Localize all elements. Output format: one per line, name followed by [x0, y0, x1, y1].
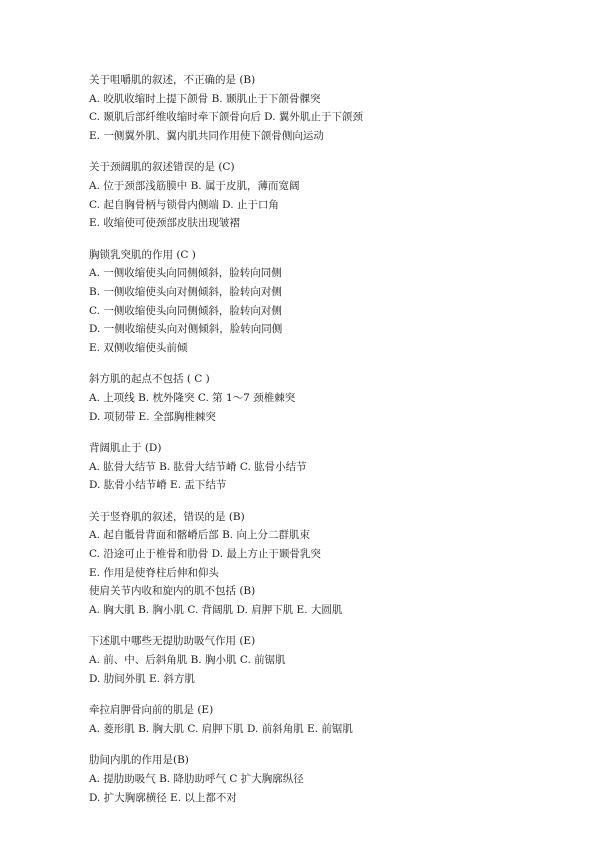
- answer-options: A. 提肋助吸气 B. 降肋助呼气 C 扩大胸廓纵径: [89, 773, 304, 785]
- question-stem: 背阔肌止于 (D): [89, 442, 162, 455]
- question-stem: 关于咀嚼肌的叙述，不正确的是 (B): [89, 74, 256, 86]
- answer-options: C. 起自胸骨柄与锁骨内侧端 D. 止于口角: [89, 198, 279, 211]
- question-stem: 关于竖脊肌的叙述，错误的是 (B): [89, 510, 245, 523]
- answer-options: A. 肱骨大结节 B. 肱骨大结节嵴 C. 肱骨小结节: [89, 460, 307, 473]
- answer-options: E. 双侧收缩使头前倾: [89, 341, 188, 354]
- question-4: [89, 370, 569, 426]
- question-stem: 斜方肌的起点不包括 ( C ): [89, 373, 210, 386]
- question-7: [89, 582, 569, 619]
- question-6: [89, 508, 569, 582]
- answer-options: E. 收缩使可使颈部皮肤出现皱褶: [89, 217, 240, 230]
- answer-options: D. 扩大胸廓横径 E. 以上都不对: [89, 791, 237, 804]
- answer-options: E. 作用是使脊柱后伸和仰头: [89, 566, 219, 579]
- answer-options: A. 位于颈部浅筋膜中 B. 属于皮肌，薄而宽阔: [89, 179, 300, 192]
- answer-options: D. 一侧收缩使头向对侧倾斜，脸转向同侧: [89, 323, 283, 336]
- question-8: [89, 632, 569, 688]
- answer-options: C. 沿途可止于椎骨和肋骨 D. 最上方止于颞骨乳突: [89, 548, 321, 561]
- answer-options: B. 一侧收缩使头向对侧倾斜，脸转向对侧: [89, 285, 282, 298]
- answer-options: D. 项韧带 E. 全部胸椎棘突: [89, 410, 216, 423]
- question-10: [89, 751, 569, 807]
- question-stem: 使肩关节内收和旋内的肌不包括 (B): [89, 585, 256, 598]
- answer-options: D. 肱骨小结节嵴 E. 盂下结节: [89, 479, 227, 492]
- question-stem: 关于颈阔肌的叙述错误的是 (C): [89, 161, 235, 174]
- question-9: [89, 701, 569, 738]
- question-stem: 下述肌中哪些无提肋助吸气作用 (E): [89, 635, 256, 648]
- answer-options: A. 起自骶骨背面和髂嵴后部 B. 向上分二群肌束: [89, 529, 310, 542]
- question-stem: 牵拉肩胛骨向前的肌是 (E): [89, 704, 214, 717]
- answer-options: E. 一侧翼外肌、翼内肌共同作用使下颌骨侧向运动: [89, 129, 324, 142]
- question-stem: 胸锁乳突肌的作用 (C ): [89, 248, 196, 261]
- answer-options: A. 胸大肌 B. 胸小肌 C. 背阔肌 D. 肩胛下肌 E. 大圆肌: [89, 603, 343, 616]
- question-3: [89, 246, 569, 358]
- answer-options: A. 上项线 B. 枕外隆突 C. 第 1～7 颈椎棘突: [89, 391, 296, 404]
- question-stem: 肋间内肌的作用是(B): [89, 754, 189, 767]
- answer-options: A. 菱形肌 B. 胸大肌 C. 肩胛下肌 D. 前斜角肌 E. 前锯肌: [89, 722, 353, 735]
- answer-options: D. 肋间外肌 E. 斜方肌: [89, 672, 195, 685]
- answer-options: A. 咬肌收缩时上提下颌骨 B. 颞肌止于下颌骨髁突: [89, 92, 321, 105]
- answer-options: A. 前、中、后斜角肌 B. 胸小肌 C. 前锯肌: [89, 654, 286, 667]
- answer-options: C. 颞肌后部纤维收缩时牵下颌骨向后 D. 翼外肌止于下颌颈: [89, 111, 363, 124]
- question-1: [89, 71, 569, 145]
- question-5: [89, 439, 569, 495]
- answer-options: A. 一侧收缩使头向同侧倾斜，脸转向同侧: [89, 267, 282, 280]
- question-2: [89, 158, 569, 232]
- answer-options: C. 一侧收缩使头向同侧倾斜，脸转向对侧: [89, 304, 282, 317]
- question-list: [89, 71, 569, 807]
